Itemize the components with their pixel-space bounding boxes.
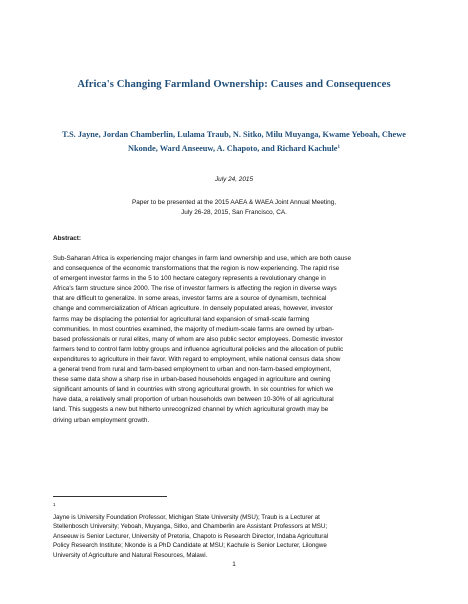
abstract-line: farms may be displacing the potential for agricultural land expansion of small-scale farming bbox=[53, 315, 310, 323]
footnote-line: Anseeuw is Senior Lecturer, University of Pretoria, Chapoto is Research Director, Indaba Agricultural bbox=[53, 532, 329, 540]
footnote-separator bbox=[53, 496, 167, 497]
footnote-line: Stellenbosch University; Yeboah, Muyanga, Sitko, and Chamberlin are Assistant Professors at MSU; bbox=[53, 523, 328, 531]
author-line-2 bbox=[40, 141, 428, 155]
abstract-line: of emergent investor farms in the 5 to 100 hectare category represents a revolutionary change in bbox=[53, 275, 326, 283]
abstract-line: based professionals or rural elites, many of whom are also public sector employees. Domestic investor bbox=[53, 335, 343, 343]
abstract-line: Africa's farm structure since 2000. The rise of investor farmers is affecting the region in diverse ways bbox=[53, 285, 337, 293]
author-footnote-marker: 1 bbox=[337, 145, 340, 150]
conference-venue bbox=[40, 198, 428, 218]
author-line-2-text: Nkonde, Ward Anseeuw, A. Chapoto, and Richard Kachule bbox=[128, 144, 338, 153]
abstract-heading: Abstract: bbox=[53, 235, 82, 242]
paper-title: Africa's Changing Farmland Ownership: Causes and Consequences bbox=[77, 79, 391, 90]
abstract-line: expenditures to agriculture in their favor. With regard to employment, while national census data show bbox=[53, 355, 341, 363]
venue-line-2: July 26-28, 2015, San Francisco, CA. bbox=[181, 209, 287, 216]
venue-line-1: Paper to be presented at the 2015 AAEA & WAEA Joint Annual Meeting, bbox=[131, 199, 337, 206]
abstract-line: have data, a relatively small proportion of urban households own between 10-30% of all agricultural bbox=[53, 396, 334, 404]
footnote-line-1-text: Jayne is University Foundation Professor, Michigan State University (MSU); Traub is a Lecturer at bbox=[53, 513, 320, 521]
page-number: 1 bbox=[232, 561, 236, 568]
abstract-body bbox=[53, 254, 415, 426]
abstract-line: driving urban employment growth. bbox=[53, 416, 150, 424]
footnote-line-1 bbox=[53, 500, 415, 522]
abstract-line: change and commercialization of African agriculture. In densely populated areas, however, investor bbox=[53, 305, 333, 313]
abstract-line: land. This suggests a new but hitherto unrecognized channel by which agricultural growth may be bbox=[53, 406, 329, 414]
author-line-1: T.S. Jayne, Jordan Chamberlin, Lulama Traub, N. Sitko, Milu Muyanga, Kwame Yeboah, Chewe bbox=[62, 130, 406, 139]
footnote bbox=[53, 500, 415, 561]
paper-date: July 24, 2015 bbox=[214, 176, 254, 183]
abstract-line: and consequence of the economic transformations that the region is now experiencing. The rapid rise bbox=[53, 265, 340, 273]
abstract-line: these same data show a sharp rise in urban-based households engaged in agriculture and owning bbox=[53, 376, 331, 384]
abstract-line: a general trend from rural and farm-based employment to urban and non-farm-based employment, bbox=[53, 366, 332, 374]
footnote-line: University of Agriculture and Natural Resources, Malawi. bbox=[53, 551, 208, 559]
footnote-marker: 1 bbox=[53, 502, 56, 507]
abstract-line: Sub-Saharan Africa is experiencing major changes in farm land ownership and use, which are both cause bbox=[53, 255, 352, 262]
abstract-line: that are difficult to generalize. In some areas, investor farms are a source of dynamism, technical bbox=[53, 295, 327, 303]
footnote-line: Policy Research Institute; Nkonde is a PhD Candidate at MSU; Kachule is Senior Lecturer, Lilongwe bbox=[53, 542, 327, 550]
abstract-line: communities. In most countries examined, the majority of medium-scale farms are owned by urban- bbox=[53, 325, 334, 333]
abstract-line: significant amounts of land in countries with strong agricultural growth. In six countries for which we bbox=[53, 386, 334, 394]
abstract-line: farmers tend to control farm lobby groups and influence agricultural policies and the allocation of public bbox=[53, 345, 344, 353]
author-list bbox=[40, 128, 428, 155]
